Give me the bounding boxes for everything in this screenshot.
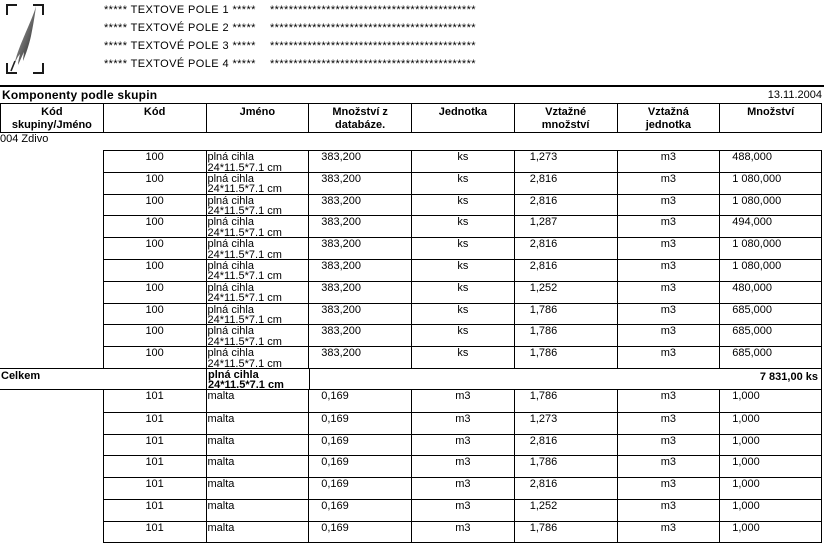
cell-mnozstvi: 685,000 (719, 324, 822, 346)
cell-mnozstvi: 1 080,000 (719, 259, 822, 281)
cell-vztazna-jednotka: m3 (617, 150, 720, 172)
page-title: Komponenty podle skupin (2, 88, 158, 102)
cell-jednotka: ks (411, 172, 514, 194)
cell-jednotka: ks (411, 281, 514, 303)
table-row (0, 194, 823, 216)
cell-jednotka: m3 (411, 434, 514, 456)
cell-vztazne-mnozstvi: 2,816 (514, 259, 617, 281)
cell-mnozstvi: 1,000 (719, 499, 822, 521)
cell-kod: 101 (103, 455, 206, 477)
cell-vztazna-jednotka: m3 (617, 281, 720, 303)
cell-mnozstvi: 1 080,000 (719, 237, 822, 259)
cell-group-spacer (0, 215, 103, 237)
cell-vztazna-jednotka: m3 (617, 303, 720, 325)
cell-mnozstvi: 1,000 (719, 412, 822, 434)
cell-vztazne-mnozstvi: 1,786 (514, 346, 617, 368)
cell-mnozstvi-db: 383,200 (308, 215, 411, 237)
table-row (0, 434, 823, 456)
cell-jednotka: ks (411, 194, 514, 216)
cell-kod: 101 (103, 521, 206, 543)
column-header-jmeno: Jméno (206, 103, 309, 133)
table-body (0, 150, 823, 543)
column-header-mnozstvi: Množství (719, 103, 822, 133)
cell-kod: 100 (103, 172, 206, 194)
cell-jednotka: ks (411, 150, 514, 172)
cell-vztazna-jednotka: m3 (617, 346, 720, 368)
cell-jednotka: ks (411, 346, 514, 368)
column-header-kod: Kód (103, 103, 206, 133)
field-value: ******************************************** (270, 22, 476, 34)
table-row (0, 499, 823, 521)
table-row (0, 150, 823, 172)
cell-group-spacer (0, 259, 103, 281)
cell-kod: 100 (103, 215, 206, 237)
cell-jmeno: plná cihla 24*11.5*7.1 cm (206, 194, 309, 216)
table-row (0, 237, 823, 259)
cell-jednotka: m3 (411, 455, 514, 477)
field-label: ***** TEXTOVÉ POLE 2 ***** (104, 22, 256, 34)
cell-mnozstvi-db: 383,200 (308, 172, 411, 194)
cell-kod: 101 (103, 434, 206, 456)
cell-group-spacer (0, 324, 103, 346)
cell-vztazna-jednotka: m3 (617, 324, 720, 346)
cell-group-spacer (0, 521, 103, 543)
cell-jednotka: ks (411, 303, 514, 325)
cell-mnozstvi: 1,000 (719, 477, 822, 499)
cell-group-spacer (0, 390, 103, 412)
cell-group-spacer (0, 434, 103, 456)
cell-mnozstvi-db: 383,200 (308, 150, 411, 172)
cell-mnozstvi-db: 0,169 (308, 455, 411, 477)
cell-group-spacer (0, 303, 103, 325)
cell-jednotka: m3 (411, 521, 514, 543)
cell-kod: 100 (103, 194, 206, 216)
cell-jednotka: ks (411, 215, 514, 237)
field-value: ******************************************** (270, 58, 476, 70)
cell-jmeno: malta (206, 434, 309, 456)
table-row (0, 303, 823, 325)
cell-group-spacer (0, 477, 103, 499)
cell-mnozstvi: 1 080,000 (719, 172, 822, 194)
cell-kod: 101 (103, 390, 206, 412)
cell-mnozstvi-db: 0,169 (308, 412, 411, 434)
cell-jmeno: plná cihla 24*11.5*7.1 cm (206, 281, 309, 303)
cell-kod: 100 (103, 150, 206, 172)
table-row (0, 390, 823, 412)
table-row (0, 172, 823, 194)
group-row: 004 Zdivo (0, 133, 49, 145)
cell-jednotka: m3 (411, 390, 514, 412)
cell-jmeno: plná cihla 24*11.5*7.1 cm (206, 259, 309, 281)
letterhead-field (104, 40, 476, 54)
column-header-kod-skupiny: Kód skupiny/Jméno (0, 103, 103, 133)
field-label: ***** TEXTOVÉ POLE 3 ***** (104, 40, 256, 52)
cell-group-spacer (0, 346, 103, 368)
cell-vztazne-mnozstvi: 2,816 (514, 477, 617, 499)
cell-jmeno: plná cihla 24*11.5*7.1 cm (206, 346, 309, 368)
field-value: ******************************************** (270, 4, 476, 16)
cell-group-spacer (0, 194, 103, 216)
cell-mnozstvi-db: 0,169 (308, 434, 411, 456)
table-row (0, 324, 823, 346)
cell-mnozstvi-db: 383,200 (308, 346, 411, 368)
total-row (0, 368, 823, 390)
cell-kod: 100 (103, 324, 206, 346)
cell-vztazna-jednotka: m3 (617, 172, 720, 194)
cell-group-spacer (0, 455, 103, 477)
cell-vztazna-jednotka: m3 (617, 390, 720, 412)
publisher-logo (6, 4, 44, 74)
table-row (0, 281, 823, 303)
cell-vztazna-jednotka: m3 (617, 215, 720, 237)
field-value: ******************************************** (270, 40, 476, 52)
cell-kod: 100 (103, 259, 206, 281)
cell-vztazna-jednotka: m3 (617, 477, 720, 499)
cell-vztazne-mnozstvi: 1,786 (514, 390, 617, 412)
letterhead-field (104, 4, 476, 18)
column-header-vztazne-mnozstvi: Vztažné množství (514, 103, 617, 133)
cell-mnozstvi: 494,000 (719, 215, 822, 237)
table-row (0, 346, 823, 368)
cell-vztazne-mnozstvi: 1,273 (514, 412, 617, 434)
report-date: 13.11.2004 (767, 89, 822, 101)
cell-mnozstvi: 685,000 (719, 346, 822, 368)
cell-kod: 100 (103, 303, 206, 325)
cell-group-spacer (0, 172, 103, 194)
cell-mnozstvi-db: 383,200 (308, 194, 411, 216)
cell-vztazne-mnozstvi: 1,786 (514, 521, 617, 543)
cell-vztazne-mnozstvi: 1,786 (514, 324, 617, 346)
cell-mnozstvi-db: 383,200 (308, 303, 411, 325)
cell-vztazne-mnozstvi: 1,786 (514, 303, 617, 325)
cell-jmeno: plná cihla 24*11.5*7.1 cm (206, 172, 309, 194)
cell-vztazne-mnozstvi: 2,816 (514, 194, 617, 216)
letterhead-field (104, 22, 476, 36)
cell-vztazna-jednotka: m3 (617, 194, 720, 216)
cell-kod: 100 (103, 237, 206, 259)
cell-jednotka: ks (411, 324, 514, 346)
cell-kod: 101 (103, 499, 206, 521)
cell-vztazne-mnozstvi: 1,786 (514, 455, 617, 477)
cell-mnozstvi: 685,000 (719, 303, 822, 325)
components-table (0, 103, 823, 543)
cell-mnozstvi-db: 383,200 (308, 281, 411, 303)
cell-vztazne-mnozstvi: 2,816 (514, 434, 617, 456)
cell-mnozstvi: 488,000 (719, 150, 822, 172)
cell-vztazna-jednotka: m3 (617, 499, 720, 521)
column-header-vztazna-jednotka: Vztažná jednotka (617, 103, 720, 133)
cell-vztazne-mnozstvi: 1,252 (514, 281, 617, 303)
cell-mnozstvi: 1,000 (719, 390, 822, 412)
cell-total-value: 7 831,00 ks (309, 368, 822, 390)
table-row (0, 455, 823, 477)
cell-vztazne-mnozstvi: 1,287 (514, 215, 617, 237)
cell-vztazna-jednotka: m3 (617, 521, 720, 543)
cell-jmeno: plná cihla 24*11.5*7.1 cm (206, 324, 309, 346)
cell-mnozstvi-db: 383,200 (308, 324, 411, 346)
cell-vztazna-jednotka: m3 (617, 455, 720, 477)
cell-jednotka: ks (411, 237, 514, 259)
cell-mnozstvi: 1,000 (719, 521, 822, 543)
table-row (0, 521, 823, 543)
cell-jmeno: plná cihla 24*11.5*7.1 cm (206, 303, 309, 325)
field-label: ***** TEXTOVÉ POLE 4 ***** (104, 58, 256, 70)
cell-kod: 101 (103, 412, 206, 434)
column-header-mnozstvi-db: Množství z databáze. (308, 103, 411, 133)
table-row (0, 215, 823, 237)
cell-total-label: Celkem (0, 368, 206, 390)
column-header-jednotka: Jednotka (411, 103, 514, 133)
cell-jednotka: m3 (411, 499, 514, 521)
cell-vztazna-jednotka: m3 (617, 434, 720, 456)
cell-group-spacer (0, 237, 103, 259)
cell-jednotka: ks (411, 259, 514, 281)
table-row (0, 477, 823, 499)
cell-jmeno: plná cihla 24*11.5*7.1 cm (206, 368, 309, 390)
cell-jmeno: plná cihla 24*11.5*7.1 cm (206, 237, 309, 259)
cell-jmeno: malta (206, 412, 309, 434)
cell-mnozstvi-db: 0,169 (308, 499, 411, 521)
title-divider (0, 85, 824, 87)
cell-mnozstvi-db: 383,200 (308, 259, 411, 281)
table-header (0, 103, 823, 133)
cell-vztazne-mnozstvi: 1,252 (514, 499, 617, 521)
cell-mnozstvi: 1 080,000 (719, 194, 822, 216)
cell-kod: 100 (103, 346, 206, 368)
cell-mnozstvi-db: 0,169 (308, 390, 411, 412)
letterhead-field (104, 58, 476, 72)
cell-mnozstvi-db: 383,200 (308, 237, 411, 259)
cell-jmeno: malta (206, 455, 309, 477)
cell-jednotka: m3 (411, 477, 514, 499)
cell-mnozstvi-db: 0,169 (308, 521, 411, 543)
cell-vztazna-jednotka: m3 (617, 259, 720, 281)
cell-jmeno: plná cihla 24*11.5*7.1 cm (206, 215, 309, 237)
cell-jednotka: m3 (411, 412, 514, 434)
cell-mnozstvi: 1,000 (719, 434, 822, 456)
cell-mnozstvi: 1,000 (719, 455, 822, 477)
cell-mnozstvi: 480,000 (719, 281, 822, 303)
cell-group-spacer (0, 499, 103, 521)
cell-vztazna-jednotka: m3 (617, 412, 720, 434)
cell-jmeno: malta (206, 521, 309, 543)
cell-kod: 101 (103, 477, 206, 499)
cell-jmeno: malta (206, 477, 309, 499)
field-label: ***** TEXTOVE POLE 1 ***** (104, 4, 256, 16)
cell-vztazna-jednotka: m3 (617, 237, 720, 259)
feather-icon (8, 5, 42, 73)
cell-vztazne-mnozstvi: 2,816 (514, 237, 617, 259)
cell-group-spacer (0, 412, 103, 434)
table-row (0, 412, 823, 434)
cell-jmeno: plná cihla 24*11.5*7.1 cm (206, 150, 309, 172)
cell-jmeno: malta (206, 499, 309, 521)
cell-group-spacer (0, 281, 103, 303)
cell-group-spacer (0, 150, 103, 172)
table-row (0, 259, 823, 281)
cell-kod: 100 (103, 281, 206, 303)
cell-jmeno: malta (206, 390, 309, 412)
cell-vztazne-mnozstvi: 2,816 (514, 172, 617, 194)
cell-vztazne-mnozstvi: 1,273 (514, 150, 617, 172)
cell-mnozstvi-db: 0,169 (308, 477, 411, 499)
